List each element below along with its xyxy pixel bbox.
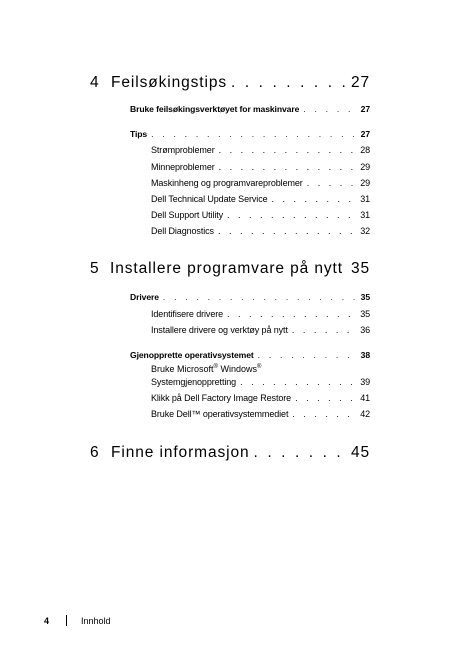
section-title: Tips [130, 129, 148, 139]
item-title: Identifisere drivere [151, 309, 224, 319]
page-number: 29 [360, 178, 370, 188]
dot-leader [219, 162, 357, 172]
item-title-part: Bruke Microsoft [151, 364, 214, 374]
page-number: 39 [360, 377, 370, 387]
toc-item-title-line-1[interactable] [151, 364, 261, 374]
dot-leader [272, 194, 357, 204]
item-title: Maskinheng og programvareproblemer [151, 178, 303, 188]
toc-item[interactable] [151, 162, 370, 172]
item-title: Strømproblemer [151, 145, 215, 155]
dot-leader [163, 292, 357, 302]
dot-leader [292, 325, 356, 335]
dot-leader [227, 309, 356, 319]
chapter-title: Feilsøkingstips [111, 74, 227, 91]
dot-leader [292, 409, 356, 419]
toc-item[interactable] [151, 309, 370, 319]
page-number: 45 [350, 444, 370, 461]
page-number: 35 [360, 309, 370, 319]
registered-mark: ® [256, 364, 262, 370]
item-title: Dell Diagnostics [151, 226, 214, 236]
toc-section[interactable] [130, 104, 370, 114]
toc-item[interactable] [151, 377, 370, 387]
toc-section[interactable] [130, 129, 370, 139]
toc-item[interactable] [151, 325, 370, 335]
dot-leader [219, 145, 357, 155]
page-number: 38 [360, 350, 370, 360]
section-title: Drivere [130, 292, 159, 302]
page-number: 31 [360, 194, 370, 204]
page-number: 31 [360, 210, 370, 220]
page-number: 35 [350, 260, 370, 277]
toc-chapter-5[interactable] [90, 260, 370, 278]
footer-page-number: 4 [44, 615, 50, 626]
dot-leader [295, 393, 356, 403]
dot-leader [258, 350, 357, 360]
chapter-title: Installere programvare på nytt [110, 260, 343, 277]
dot-leader [303, 104, 356, 114]
toc-item[interactable] [151, 409, 370, 419]
page-number: 28 [360, 145, 370, 155]
section-title: Gjenopprette operativsystemet [130, 350, 254, 360]
page-number: 32 [360, 226, 370, 236]
toc-item[interactable] [151, 194, 370, 204]
page-number: 29 [360, 162, 370, 172]
page-number: 27 [350, 74, 370, 91]
footer-label: Innhold [81, 615, 111, 626]
chapter-number: 4 [90, 74, 100, 91]
toc-section[interactable] [130, 350, 370, 360]
dot-leader [227, 210, 356, 220]
page-number: 36 [360, 325, 370, 335]
item-title: Systemgjenoppretting [151, 377, 237, 387]
item-title: Klikk på Dell Factory Image Restore [151, 393, 292, 403]
toc-chapter-6[interactable] [90, 444, 370, 462]
page-footer [44, 615, 111, 626]
dot-leader [240, 377, 356, 387]
toc-item[interactable] [151, 226, 370, 236]
item-title: Dell Technical Update Service [151, 194, 268, 204]
page-number: 27 [360, 129, 370, 139]
toc-item[interactable] [151, 145, 370, 155]
dot-leader [151, 129, 357, 139]
dot-leader [307, 178, 357, 188]
item-title-part: Windows [217, 364, 257, 374]
page-number: 41 [360, 393, 370, 403]
page-number: 27 [360, 104, 370, 114]
dot-leader [254, 444, 347, 462]
registered-mark: ® [213, 364, 218, 370]
chapter-title: Finne informasjon [111, 444, 250, 461]
item-title: Installere drivere og verktøy på nytt [151, 325, 288, 335]
toc-chapter-4[interactable] [90, 74, 370, 92]
toc-item[interactable] [151, 178, 370, 188]
page-number: 42 [360, 409, 370, 419]
dot-leader [231, 74, 347, 92]
footer-separator [66, 615, 67, 626]
page-number: 35 [360, 292, 370, 302]
item-title: Dell Support Utility [151, 210, 224, 220]
toc-section[interactable] [130, 292, 370, 302]
item-title: Minneproblemer [151, 162, 215, 172]
toc-item[interactable] [151, 393, 370, 403]
item-title: Bruke Dell™ operativsystemmediet [151, 409, 289, 419]
chapter-number: 5 [90, 260, 100, 277]
section-title: Bruke feilsøkingsverktøyet for maskinvare [130, 104, 300, 114]
chapter-number: 6 [90, 444, 100, 461]
toc-item[interactable] [151, 210, 370, 220]
dot-leader [218, 226, 356, 236]
